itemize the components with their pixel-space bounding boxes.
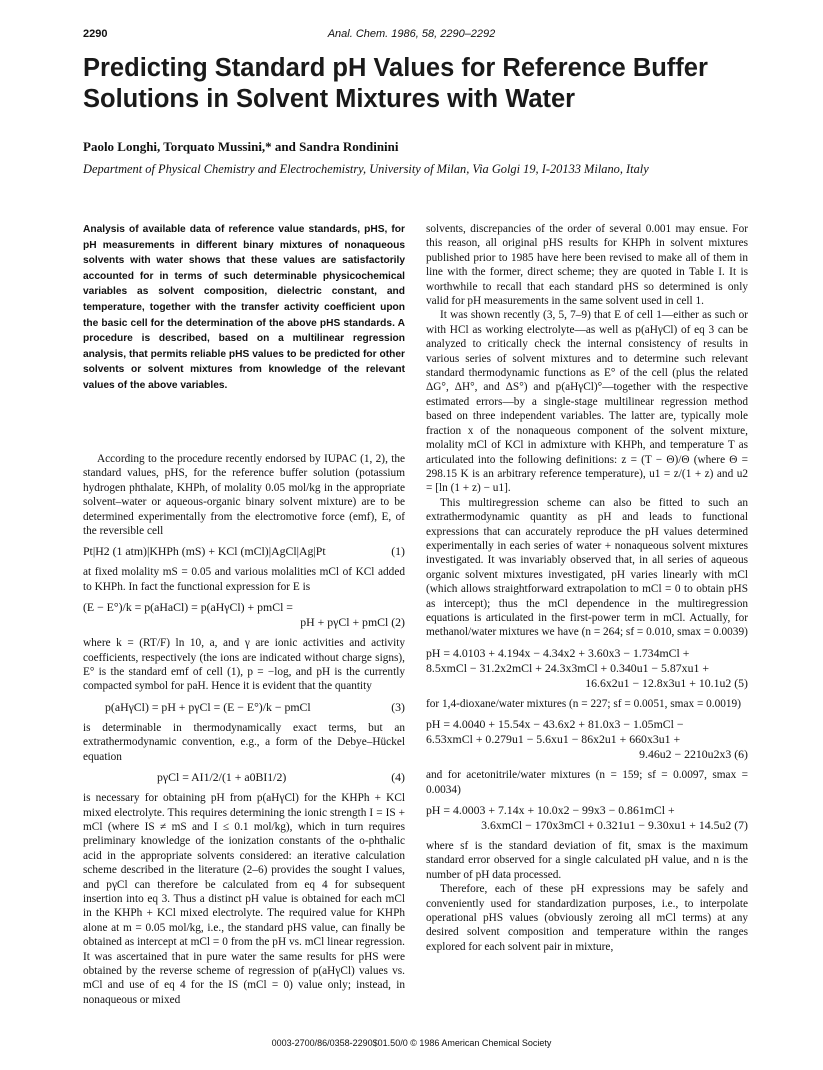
- equation-number: (6): [734, 747, 748, 762]
- right-column: [426, 222, 748, 954]
- paragraph: It was shown recently (3, 5, 7–9) that E of cell 1—either as such or with HCl as working electrolyte—as well as p(aHγCl) of eq 3 can be analyzed to critically check the internal consistency of results in various series of solvent mixtures and to determine such relevant standard thermodynamic functions as E° of the cell (plus the related ΔG°, ΔH°, and ΔS°) and p(aHγCl)°—together with the respective estimated errors—by a single-stage multilinear regression method based on three independent variables. The latter are, typically mole fraction x of the nonaqueous component of the solvent mixture, molality mCl of KCl in admixture with KHPh, and temperature T as articulated into the following definitions: z = (T − Θ)/Θ (where Θ = 298.15 K is an arbitrary reference temperature), u1 = z/(1 + z) and u2 = [ln (1 + z) − u1].: [426, 309, 748, 495]
- journal-citation: Anal. Chem. 1986, 58, 2290–2292: [327, 28, 496, 40]
- equation-text: pγCl = AI1/2/(1 + a0BI1/2): [157, 770, 287, 785]
- paragraph: for 1,4-dioxane/water mixtures (n = 227; sf = 0.0051, smax = 0.0019): [426, 697, 741, 710]
- page-number: 2290: [83, 28, 108, 40]
- equation-1: [83, 544, 405, 559]
- equation-number: (7): [734, 818, 748, 832]
- paragraph: Therefore, each of these pH expressions may be safely and conveniently used for standardization purposes, i.e., to interpolate operational pHS values (obviously zeroing all mCl terms) at any desired solvent composition and temperature within the ranges explored for each solvent pair in mixture,: [426, 883, 748, 953]
- equation-number: (2): [391, 615, 405, 630]
- paragraph: where sf is the standard deviation of fit, smax is the maximum standard error observed for a single calculated pH value, and n is the number of pH data processed.: [426, 840, 748, 881]
- equation-text: 6.53xmCl + 0.279u1 − 5.6xu1 − 86x2u1 + 660x3u1 +: [426, 732, 681, 747]
- paragraph: This multiregression scheme can also be fitted to such an extrathermodynamic quantity as pH and leads to functional expressions that can accurately reproduce the pH values determined experimentally in each series of water + nonaqueous solvent mixtures investigated. It was invariably observed that, in all series of aqueous organic solvent mixtures investigated, pH varies linearly with mCl (which allows straightforward extrapolation to mCl = 0 to obtain pHS as intercept); thus the mCl dependence in the multiregression equations is articulated in the first-power term in mCl. Actually, for methanol/water mixtures we have (n = 264; sf = 0.010, smax = 0.0039): [426, 496, 748, 639]
- equation-text: p(aHγCl) = pH + pγCl = (E − E°)/k − pmCl: [105, 699, 311, 714]
- equation-text: pH = 4.0103 + 4.194x − 4.34x2 + 3.60x3 − 1.734mCl +: [426, 645, 690, 660]
- equation-number: (4): [391, 770, 405, 785]
- equation-number: (5): [734, 675, 748, 690]
- equation-text: pH = 4.0040 + 15.54x − 43.6x2 + 81.0x3 − 1.05mCl −: [426, 717, 684, 732]
- equation-number: (3): [391, 699, 405, 714]
- equation-5: [426, 646, 748, 691]
- equation-2: [83, 600, 405, 630]
- equation-7: [426, 803, 748, 833]
- copyright-footer: 0003-2700/86/0358-2290$01.50/0 © 1986 American Chemical Society: [271, 1038, 552, 1048]
- equation-text: 9.46u2 − 2210u2x3: [639, 747, 732, 762]
- equation-text: pH = 4.0003 + 7.14x + 10.0x2 − 99x3 − 0.861mCl +: [426, 803, 675, 817]
- paragraph: solvents, discrepancies of the order of several 0.001 may ensue. For this reason, all original pHS results for KHPh in solvent mixtures published prior to 1985 have here been revised to make all of them in line with the former, direct scheme; they are quoted in Table I. It is worthwhile to recall that each standard pHS so determined is only valid for pH measurements in the same solvent used in cell 1.: [426, 223, 748, 308]
- equation-number: (1): [391, 544, 405, 559]
- paragraph: where k = (RT/F) ln 10, a, and γ are ionic activities and activity coefficients, respectively (the ions are indicated without charge signs), E° is the standard emf of cell (1), p = −log, and pH is the currently compacted symbol for paH. Hence it is evident that the quantity: [83, 637, 405, 693]
- equation-text: 16.6x2u1 − 12.8x3u1 + 10.1u2: [585, 675, 732, 690]
- equation-4: [83, 770, 405, 785]
- equation-3: [83, 700, 405, 715]
- paragraph: is necessary for obtaining pH from p(aHγCl) for the KHPh + KCl mixed electrolyte. This requires determining the ionic strength I = IS + mCl (where IS ≠ mS and I ≤ 0.1 mol/kg), which in turn requires preliminary knowledge of the ionization constants of the o-phthalic acid in the appropriate solvents considered: an iterative calculation scheme described in the literature (2–6) provides the sought I values, and pγCl can therefore be calculated from eq 4 for subsequent insertion into eq 3. Thus a distinct pH value is obtained for each mCl in the KHPh + KCl mixed electrolyte. The required value for KHPh alone at m = 0.05 mol/kg, i.e., the standard pHS value, can finally be obtained as intercept at mCl = 0 from the pH vs. mCl linear regression. It was ascertained that in pure water the same results for pHS were obtained by the reverse scheme of regression of p(aHγCl) values vs. mCl and use of eq 4 for the IS (mCl = 0) value only; instead, in nonaqueous or mixed: [83, 792, 405, 1006]
- equation-text: 3.6xmCl − 170x3mCl + 0.321u1 − 9.30xu1 + 14.5u2: [481, 818, 732, 832]
- affiliation: Department of Physical Chemistry and Electrochemistry, University of Milan, Via Golgi 19, I-20133 Milano, Italy: [83, 162, 649, 176]
- equation-text: (E − E°)/k = p(aHaCl) = p(aHγCl) + pmCl =: [83, 600, 293, 615]
- paragraph: at fixed molality mS = 0.05 and various molalities mCl of KCl added to KHPh. In fact the functional expression for E is: [83, 566, 405, 593]
- article-title: Predicting Standard pH Values for Reference Buffer Solutions in Solvent Mixtures with Water: [83, 54, 708, 113]
- author-list: Paolo Longhi, Torquato Mussini,* and Sandra Rondinini: [83, 139, 399, 154]
- equation-text: Pt|H2 (1 atm)|KHPh (mS) + KCl (mCl)|AgCl|Ag|Pt: [83, 544, 326, 559]
- equation-text: pH + pγCl + pmCl: [300, 615, 389, 630]
- left-column: [83, 452, 405, 1007]
- paragraph: According to the procedure recently endorsed by IUPAC (1, 2), the standard values, pHS, for the reference buffer solution (potassium hydrogen phthalate, KHPh, of molality 0.05 mol/kg in the appropriate solvent–water or aqueous-organic binary solvent mixture) are to be determined experimentally from the electromotive force (emf), E, of the reversible cell: [83, 453, 405, 538]
- abstract: Analysis of available data of reference value standards, pHS, for pH measurements in different binary mixtures of nonaqueous solvents with water shows that these values are satisfactorily accounted for in terms of such determinable physicochemical variables as solvent composition, dielectric constant, and temperature, together with the transfer activity coefficient upon the basic cell for the determination of the above pHS standards. A procedure is described, based on a multilinear regression analysis, that permits reliable pHS values to be predicted for other solvents or solvent mixtures from knowledge of the relevant values of the above variables.: [83, 224, 405, 391]
- equation-text: 8.5xmCl − 31.2x2mCl + 24.3x3mCl + 0.340u1 − 5.87xu1 +: [426, 660, 709, 675]
- equation-6: [426, 717, 748, 762]
- paragraph: is determinable in thermodynamically exact terms, but an extrathermodynamic convention, e.g., a form of the Debye–Hückel equation: [83, 721, 405, 763]
- paragraph: and for acetonitrile/water mixtures (n = 159; sf = 0.0097, smax = 0.0034): [426, 769, 748, 796]
